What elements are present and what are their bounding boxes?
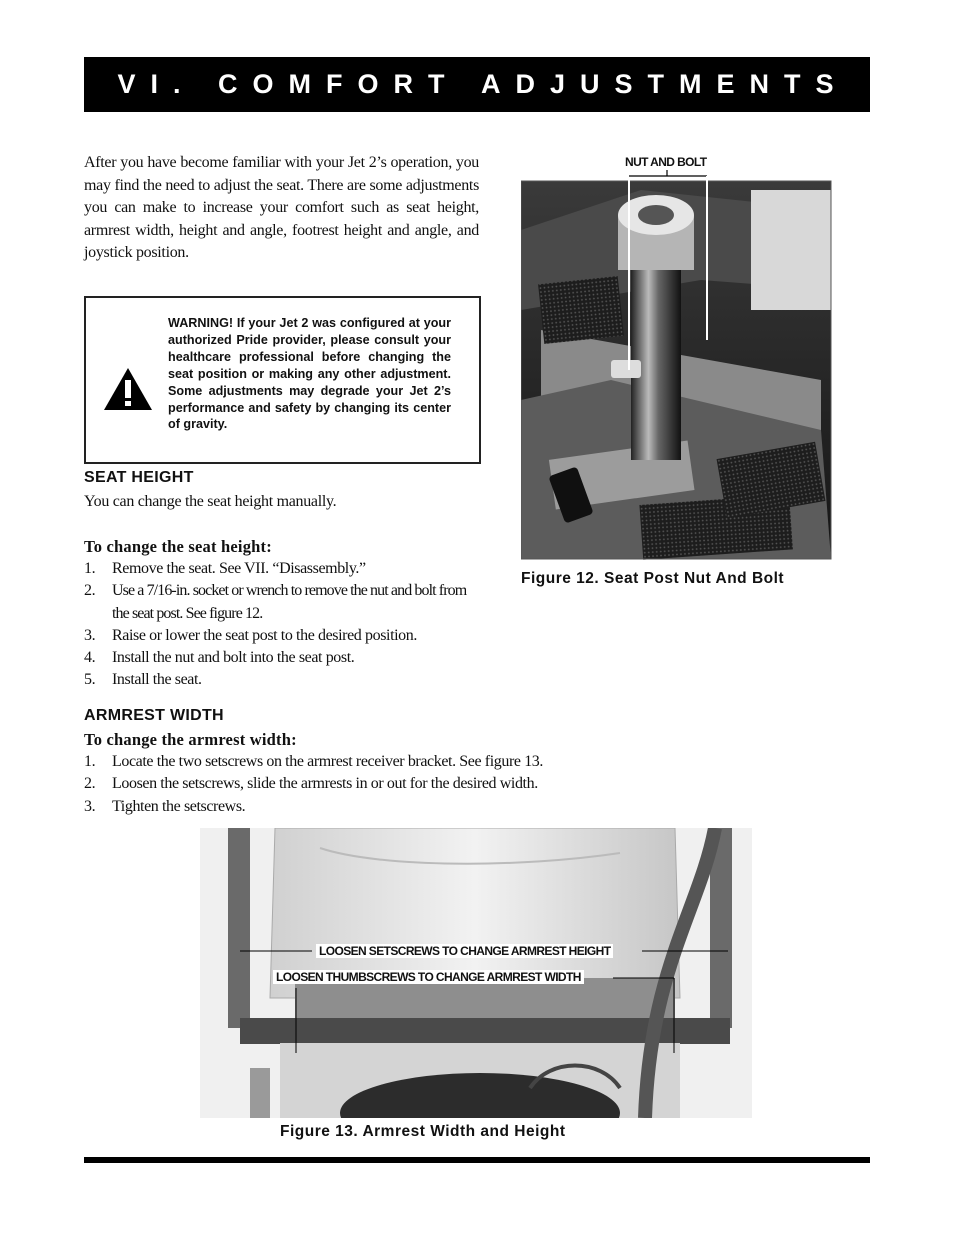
armrest-width-subheading: To change the armrest width: [84, 730, 297, 749]
figure-13-caption: Figure 13. Armrest Width and Height [280, 1123, 566, 1140]
armrest-width-heading: ARMREST WIDTH [84, 707, 224, 724]
intro-paragraph: After you have become familiar with your Jet 2’s operation, you may find the need to adjust the seat. There are some adjustments you can make to increase your comfort such as seat height, armrest width, height and angle, footrest height and angle, and joystick position. [84, 154, 479, 261]
section-banner [84, 57, 870, 112]
section-title: VI. COMFORT ADJUSTMENTS [117, 69, 849, 99]
seat-height-subheading: To change the seat height: [84, 537, 272, 556]
nut-and-bolt-label: NUT AND BOLT [625, 155, 707, 169]
list-item: 4. Install the nut and bolt into the seat post. [84, 649, 355, 667]
list-item: 1. Remove the seat. See VII. “Disassembly.” [84, 560, 366, 577]
list-item: 5. Install the seat. [84, 671, 202, 689]
thumbscrews-label: LOOSEN THUMBSCREWS TO CHANGE ARMREST WIDTH [273, 970, 584, 984]
figure-12-caption: Figure 12. Seat Post Nut And Bolt [521, 570, 785, 587]
list-item: 1. Locate the two setscrews on the armrest receiver bracket. See figure 13. [84, 753, 543, 770]
seat-height-heading: SEAT HEIGHT [84, 469, 194, 486]
bottom-rule [84, 1157, 870, 1163]
warning-triangle-icon [102, 366, 154, 412]
list-item: 2. Use a 7/16-in. socket or wrench to remove the nut and bolt from the seat post. See figure 12. [84, 582, 467, 622]
armrest-width-steps [84, 751, 704, 818]
warning-box [84, 296, 481, 464]
seat-post-photo [521, 170, 833, 560]
seat-height-steps [84, 558, 482, 692]
list-item: 3. Tighten the setscrews. [84, 797, 246, 815]
seat-height-description: You can change the seat height manually. [84, 493, 337, 510]
list-item: 2. Loosen the setscrews, slide the armrests in or out for the desired width. [84, 775, 538, 793]
warning-text: WARNING! If your Jet 2 was configured at your authorized Pride provider, please consult your healthcare professional before changing the seat position or making any other adjustment. Some adjustments may degrade your Jet 2’s performance and safety by changing its center of gravity. [168, 316, 451, 432]
list-item: 3. Raise or lower the seat post to the desired position. [84, 626, 417, 644]
setscrews-label: LOOSEN SETSCREWS TO CHANGE ARMREST HEIGHT [316, 944, 613, 958]
